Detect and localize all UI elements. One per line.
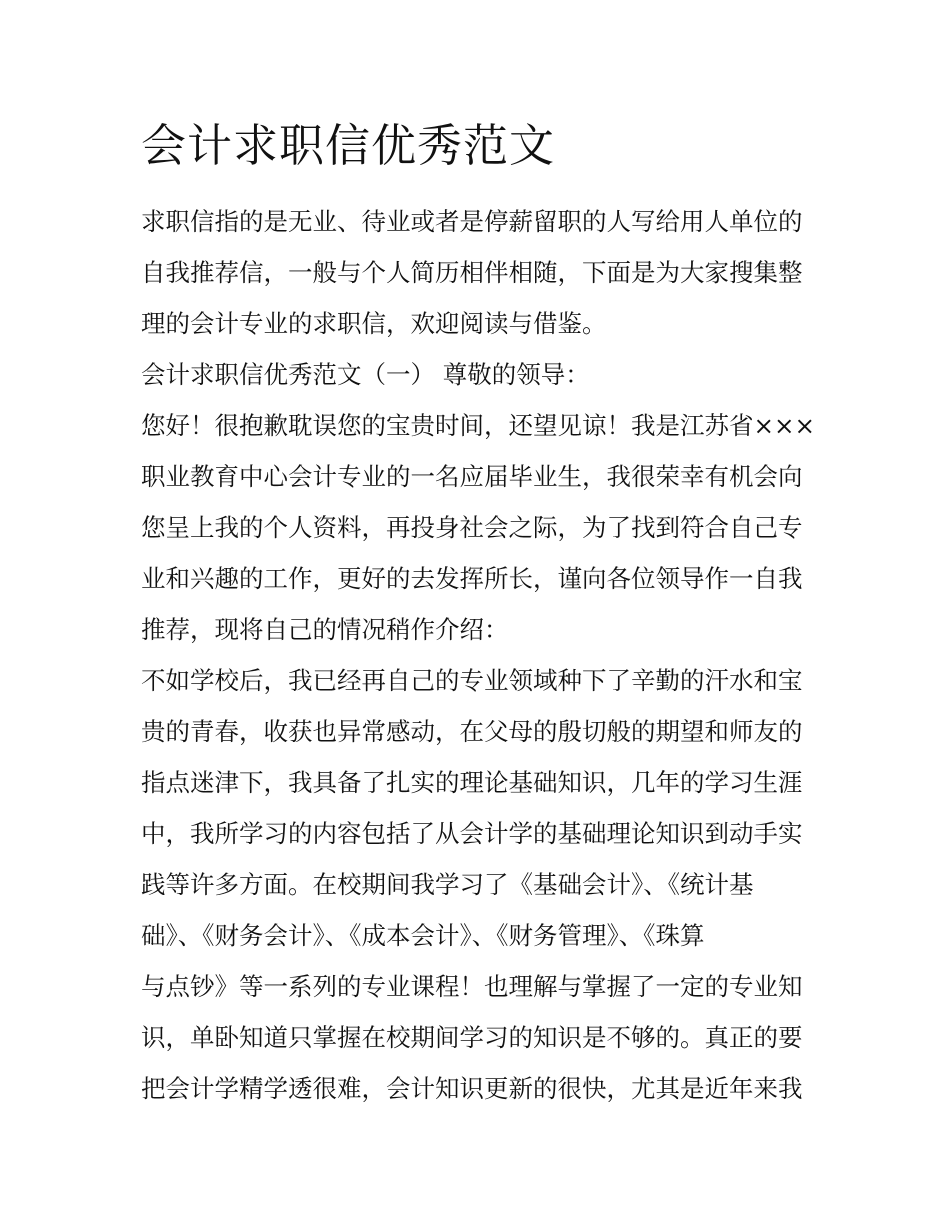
text-line: 指点迷津下，我具备了扎实的理论基础知识，几年的学习生涯	[141, 768, 803, 797]
text-line: 贵的青春，收获也异常感动，在父母的殷切般的期望和师友的	[141, 717, 803, 746]
text-line: 推荐，现将自己的情况稍作介绍：	[141, 615, 509, 644]
text-line: 业和兴趣的工作，更好的去发挥所长，谨向各位领导作一自我	[141, 564, 803, 593]
text-line: 践等许多方面。在校期间我学习了《基础会计》、《统计基	[141, 870, 754, 899]
text-line: 自我推荐信，一般与个人简历相伴相随，下面是为大家搜集整	[141, 258, 803, 287]
text-line: 您呈上我的个人资料，再投身社会之际，为了找到符合自己专	[141, 513, 803, 542]
text-line: 求职信指的是无业、待业或者是停薪留职的人写给用人单位的	[141, 207, 803, 236]
text-line: 础》、《财务会计》、《成本会计》、《财务管理》、《珠算	[141, 921, 705, 950]
text-line: 您好！很抱歉耽误您的宝贵时间，还望见谅！我是江苏省×××	[141, 411, 816, 440]
text-line: 理的会计专业的求职信，欢迎阅读与借鉴。	[141, 309, 607, 338]
text-line: 不如学校后，我已经再自己的专业领域种下了辛勤的汗水和宝	[141, 666, 803, 695]
document-title: 会计求职信优秀范文	[141, 119, 556, 172]
text-line: 把会计学精学透很难，会计知识更新的很快，尤其是近年来我	[141, 1074, 803, 1103]
text-line: 识，单卧知道只掌握在校期间学习的知识是不够的。真正的要	[141, 1023, 803, 1052]
text-line: 与点钞》等一系列的专业课程！也理解与掌握了一定的专业知	[141, 972, 803, 1001]
section-heading: 会计求职信优秀范文（一） 尊敬的领导：	[141, 360, 590, 389]
text-line: 职业教育中心会计专业的一名应届毕业生，我很荣幸有机会向	[141, 462, 803, 491]
text-line: 中，我所学习的内容包括了从会计学的基础理论知识到动手实	[141, 819, 803, 848]
